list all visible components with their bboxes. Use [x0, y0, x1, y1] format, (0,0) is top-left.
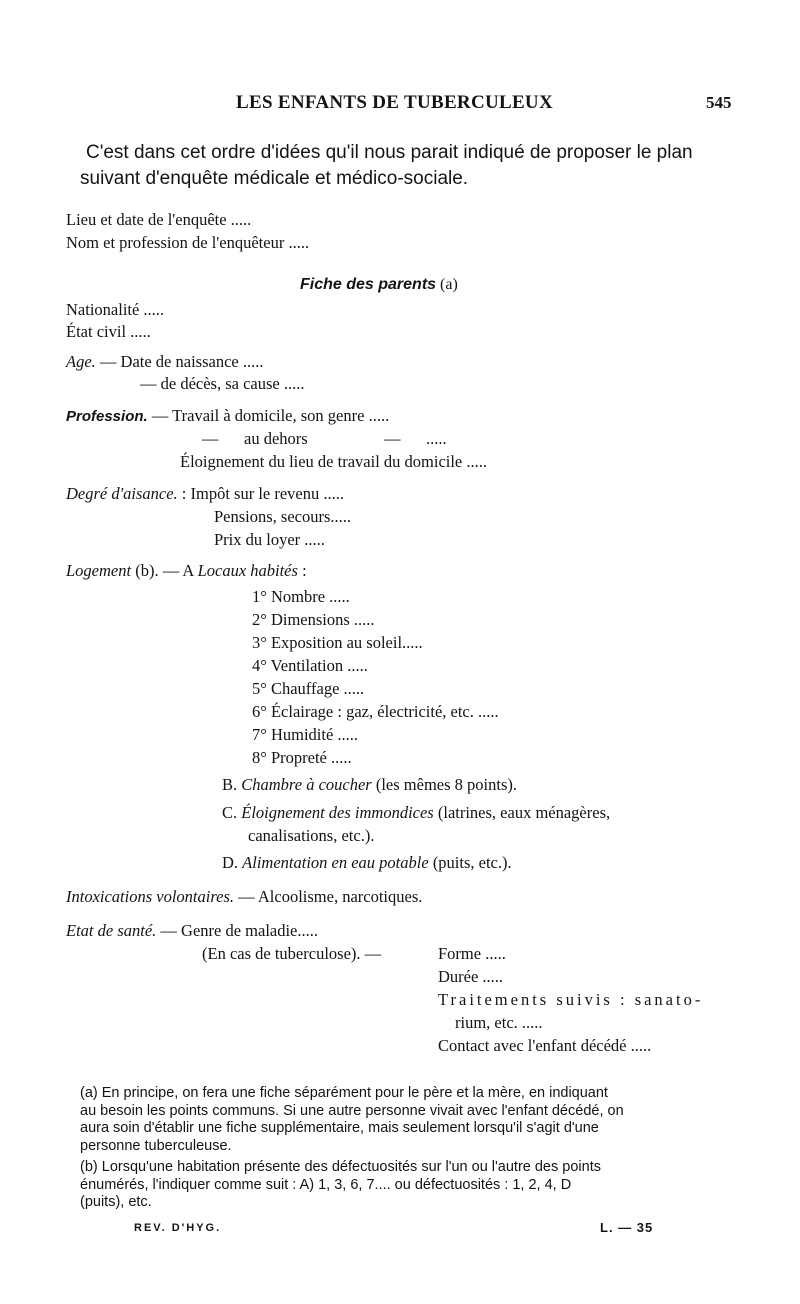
sante-label: Etat de santé. — [66, 921, 157, 940]
sante-traitements-1: Traitements suivis : sanato- — [438, 990, 704, 1009]
profession-line-2d: ..... — [426, 429, 447, 448]
intro-line-2: suivant d'enquête médicale et médico-sociale. — [80, 168, 469, 189]
aisance-line-1: : Impôt sur le revenu ..... — [181, 484, 345, 503]
aisance-label: Degré d'aisance. — [66, 484, 178, 503]
locaux-item: 8° Propreté ..... — [252, 748, 352, 767]
logement-d — [222, 853, 512, 873]
profession-line-3: Éloignement du lieu de travail du domicile ..... — [180, 452, 488, 471]
sante-duree: Durée ..... — [438, 967, 504, 986]
age-line-2: — de décès, sa cause ..... — [140, 374, 305, 393]
field-etat-civil: État civil ..... — [66, 322, 151, 341]
logement-c-prefix: C. — [222, 803, 238, 822]
logement-a-prefix: — A — [162, 561, 194, 580]
logement-d-title: Alimentation en eau potable — [242, 853, 429, 872]
logement-a-title: Locaux habités — [197, 561, 298, 580]
logement-label: Logement — [66, 561, 132, 580]
enquete-lieu: Lieu et date de l'enquête ..... — [66, 210, 252, 229]
locaux-item: 5° Chauffage ..... — [252, 679, 365, 698]
logement-c-title: Éloignement des immondices — [241, 803, 434, 822]
logement-c-rest-2: canalisations, etc.). — [248, 826, 375, 845]
running-header-title: LES ENFANTS DE TUBERCULEUX — [236, 92, 553, 113]
logement-note-ref: (b). — [135, 561, 159, 580]
footer-signature-mark: L. — 35 — [600, 1220, 654, 1235]
sante-traitements-2: rium, etc. ..... — [455, 1013, 543, 1032]
locaux-item: 7° Humidité ..... — [252, 725, 359, 744]
logement-b-rest: (les mêmes 8 points). — [375, 775, 517, 794]
logement-d-prefix: D. — [222, 853, 239, 872]
footnote-a-line: aura soin d'établir une fiche supplémentaire, mais seulement lorsqu'il s'agit d'une — [80, 1120, 599, 1136]
logement-c-rest-1: (latrines, eaux ménagères, — [437, 803, 611, 822]
profession-label: Profession. — [66, 408, 148, 425]
footnote-b-line: énumérés, l'indiquer comme suit : A) 1, 3, 6, 7.... ou défectuosités : 1, 2, 4, D — [80, 1176, 572, 1193]
aisance-line-2: Pensions, secours..... — [214, 507, 352, 526]
footnote-b-line: (b) Lorsqu'une habitation présente des défectuosités sur l'un ou l'autre des points — [80, 1159, 601, 1175]
profession-line-2a: — — [202, 429, 219, 448]
page-number: 545 — [706, 93, 732, 112]
sante-line-2: (En cas de tuberculose). — — [202, 944, 382, 963]
sante-forme: Forme ..... — [438, 944, 506, 963]
field-aisance — [66, 484, 344, 504]
intro-line-1: C'est dans cet ordre d'idées qu'il nous parait indiqué de proposer le plan — [86, 142, 693, 163]
locaux-item: 2° Dimensions ..... — [252, 610, 375, 629]
footer-journal: REV. D'HYG. — [134, 1222, 222, 1234]
aisance-line-3: Prix du loyer ..... — [214, 530, 325, 549]
footnote-a-line: (a) En principe, on fera une fiche séparément pour le père et la mère, en indiquant — [80, 1085, 608, 1101]
footnote-b — [80, 1159, 740, 1212]
field-sante — [66, 921, 318, 941]
logement-d-rest: (puits, etc.). — [432, 853, 512, 872]
intox-rest: — Alcoolisme, narcotiques. — [238, 887, 423, 906]
logement-a-suffix: : — [302, 561, 307, 580]
footnote-a-line: personne tuberculeuse. — [80, 1137, 232, 1154]
footnote-a — [80, 1085, 740, 1155]
intox-label: Intoxications volontaires. — [66, 887, 235, 906]
locaux-item: 4° Ventilation ..... — [252, 656, 368, 675]
profession-line-2b: au dehors — [244, 429, 308, 448]
fiche-note-ref: (a) — [440, 276, 458, 293]
profession-line-1: — Travail à domicile, son genre ..... — [151, 406, 390, 425]
footnote-a-line: au besoin les points communs. Si une autre personne vivait avec l'enfant décédé, on — [80, 1102, 624, 1119]
field-nationalite: Nationalité ..... — [66, 300, 165, 319]
logement-b-title: Chambre à coucher — [241, 775, 372, 794]
enquete-nom: Nom et profession de l'enquêteur ..... — [66, 233, 310, 252]
sante-line-1: — Genre de maladie..... — [160, 921, 319, 940]
field-age — [66, 352, 263, 372]
field-intoxications — [66, 887, 422, 907]
logement-b-prefix: B. — [222, 775, 238, 794]
footnote-b-line: (puits), etc. — [80, 1194, 152, 1210]
age-label: Age. — [66, 352, 96, 371]
field-logement — [66, 561, 307, 581]
logement-c — [222, 803, 610, 823]
logement-b — [222, 775, 517, 795]
field-profession — [66, 406, 389, 426]
locaux-item: 6° Éclairage : gaz, électricité, etc. ..... — [252, 702, 499, 721]
locaux-item: 3° Exposition au soleil..... — [252, 633, 423, 652]
fiche-title — [300, 276, 458, 294]
intro-paragraph — [80, 140, 740, 192]
profession-line-2c: — — [384, 429, 401, 448]
fiche-title-text: Fiche des parents — [300, 276, 437, 293]
locaux-item: 1° Nombre ..... — [252, 587, 350, 606]
age-line-1: — Date de naissance ..... — [99, 352, 264, 371]
sante-contact: Contact avec l'enfant décédé ..... — [438, 1036, 652, 1055]
